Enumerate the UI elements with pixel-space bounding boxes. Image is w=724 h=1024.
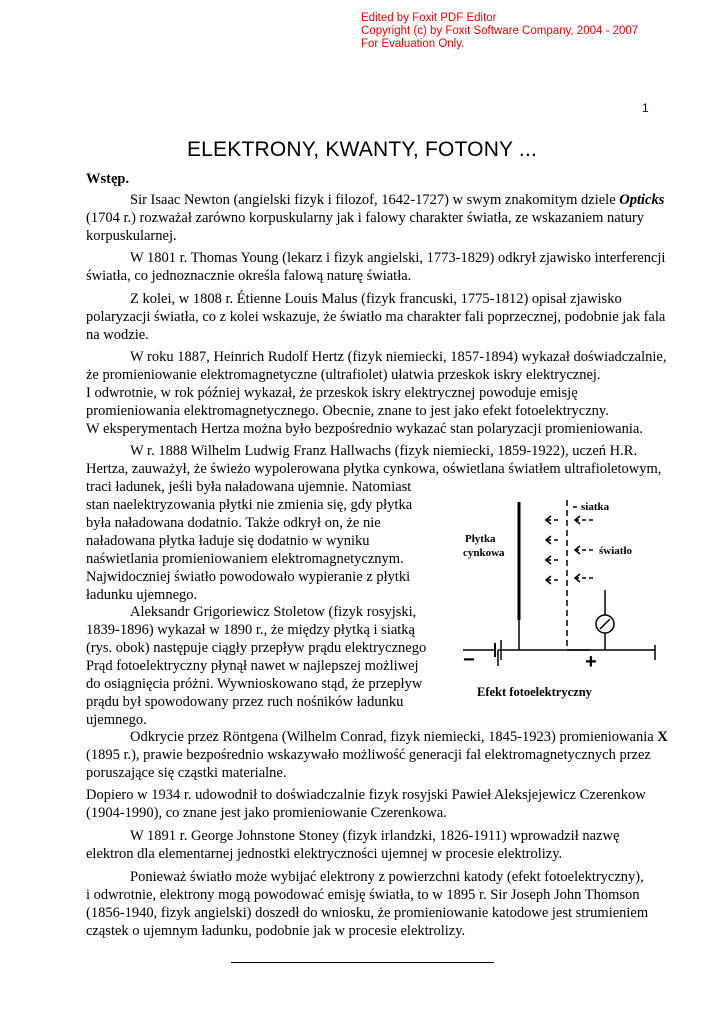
paragraph-stoney [86, 827, 671, 863]
text: W 1801 r. Thomas Young (lekarz i fizyk angielski, 1773-1829) odkrył zjawisko interferencji [130, 250, 666, 266]
page-title: ELEKTRONY, KWANTY, FOTONY ... [186, 138, 538, 161]
text-line: (1856-1940, fizyk angielski) doszedł do wniosku, że promieniowanie katodowe jest strumieniem [86, 905, 649, 921]
text-line: Hertza, zauważył, że świeżo wypolerowana płytka cynkowa, oświetlana światłem ultrafioletowym, [86, 461, 662, 477]
plate-label: cynkowa [463, 547, 505, 559]
grid-label: siatka [581, 501, 610, 513]
light-label: światło [599, 545, 632, 557]
text-line: Prąd fotoelektryczny płynął nawet w najlepszej możliwej [86, 658, 419, 674]
plate-label: Płytka [465, 533, 496, 545]
text-line: naświetlania promieniowaniem elektromagnetycznym. [86, 551, 404, 567]
page-number: 1 [642, 101, 649, 115]
paragraph-newton [86, 191, 671, 245]
watermark-line: Copyright (c) by Foxit Software Company, 2004 - 2007 [361, 25, 639, 37]
light-rays [546, 516, 595, 584]
text-line: światła, co jednoznacznie określa falową naturę światła. [86, 268, 412, 284]
text-line: cząstek o ujemnym ładunku, podobnie jak w procesie elektrolizy. [86, 923, 466, 939]
text: Sir Isaac Newton (angielski fizyk i filozof, 1642-1727) w swym znakomitym dziele [130, 192, 620, 208]
text-line: ładunku ujemnego. [86, 587, 198, 603]
text-line: była naładowana dodatnio. Także odkrył on, że nie [86, 515, 381, 531]
photoelectric-effect-diagram [455, 490, 670, 710]
paragraph-czerenkow [86, 786, 671, 822]
minus-sign: − [463, 649, 475, 671]
text-line: na wodzie. [86, 327, 149, 343]
figure-caption: Efekt fotoelektryczny [477, 685, 592, 699]
text: Z kolei, w 1808 r. Étienne Louis Malus (fizyk francuski, 1775-1812) opisał zjawisko [130, 291, 622, 307]
text-line: traci ładunek, jeśli była naładowana ujemnie. Natomiast [86, 479, 412, 495]
text-line: korpuskularnej. [86, 228, 177, 244]
text-line: (rys. obok) następuje ciągły przepływ prądu elektrycznego [86, 640, 427, 656]
text-line: (1704 r.) rozważał zarówno korpuskularny jak i falowy charakter światła, ze wskazaniem natury [86, 210, 645, 226]
text-line: (1904-1990), co znane jest jako promieniowanie Czerenkowa. [86, 805, 447, 821]
section-heading: Wstęp. [86, 171, 130, 187]
text-line: (1895 r.), prawie bezpośrednio wskazywało możliwość generacji fal elektromagnetycznych przez [86, 747, 651, 763]
text-line: elektron dla elementarnej jednostki elektryczności ujemnej w procesie elektrolizy. [86, 846, 563, 862]
text: W r. 1888 Wilhelm Ludwig Franz Hallwachs (fizyk niemiecki, 1859-1922), uczeń H.R. [130, 443, 638, 459]
x-symbol: X [657, 729, 668, 745]
text-line: że promieniowanie elektromagnetyczne (ultrafiolet) ułatwia przeskok iskry elektrycznej. [86, 367, 601, 383]
text: W roku 1887, Heinrich Rudolf Hertz (fizyk niemiecki, 1857-1894) wykazał doświadczalnie, [130, 349, 667, 365]
paragraph-young [86, 249, 671, 285]
text-line: ujemnego. [86, 712, 147, 728]
text-line: W eksperymentach Hertza można było bezpośrednio wykazać stan polaryzacji promieniowania. [86, 421, 643, 437]
watermark-line: Edited by Foxit PDF Editor [361, 12, 497, 24]
text-line: 1839-1896) wykazał w 1890 r., że między płytką i siatką [86, 622, 415, 638]
paragraph-rontgen [86, 728, 671, 782]
text: W 1891 r. George Johnstone Stoney (fizyk irlandzki, 1826-1911) wprowadził nazwę [130, 828, 620, 844]
text-line: Dopiero w 1934 r. udowodnił to doświadczalnie fizyk rosyjski Pawieł Aleksjejewicz Czerenkow [86, 787, 646, 803]
text-line: stan naelektryzowania płytki nie zmienia się, gdy płytka [86, 497, 413, 513]
paragraph-malus [86, 290, 671, 344]
text-line: do osiągnięcia próżni. Wywnioskowano stąd, że przepływ [86, 676, 423, 692]
plus-sign: + [585, 651, 597, 673]
watermark-line: For Evaluation Only. [361, 38, 465, 50]
paragraph-stoletow [86, 603, 431, 729]
text: Ponieważ światło może wybijać elektrony z powierzchni katody (efekt fotoelektryczny), [130, 869, 644, 885]
text-line: promieniowania elektromagnetycznego. Obecnie, znane to jest jako efekt fotoelektryczny. [86, 403, 609, 419]
foxit-watermark [361, 12, 638, 51]
text-line: polaryzacji światła, co z kolei wskazuje, że światło ma charakter fali poprzecznej, podobnie jak fala [86, 309, 666, 325]
text-line: poruszające się cząstki materialne. [86, 765, 287, 781]
text-line: naładowana płytka ładuje się dodatnio w wyniku [86, 533, 370, 549]
footnote-separator [231, 962, 494, 963]
text: Odkrycie przez Röntgena (Wilhelm Conrad, fizyk niemiecki, 1845-1923) promieniowania [130, 729, 658, 745]
book-title: Opticks [619, 192, 665, 208]
text-line: i odwrotnie, elektrony mogą powodować emisję światła, to w 1895 r. Sir Joseph John Thomson [86, 887, 640, 903]
text-line: I odwrotnie, w rok później wykazał, że przeskok iskry elektrycznej powoduje emisję [86, 385, 578, 401]
text-line: prądu był spowodowany przez ruch nośników ładunku [86, 694, 404, 710]
text-line: Najwidoczniej światło powodowało wypieranie z płytki [86, 569, 411, 585]
paragraph-thomson [86, 868, 671, 940]
paragraph-hertz [86, 348, 671, 438]
text: Aleksandr Grigoriewicz Stoletow (fizyk rosyjski, [130, 604, 417, 620]
